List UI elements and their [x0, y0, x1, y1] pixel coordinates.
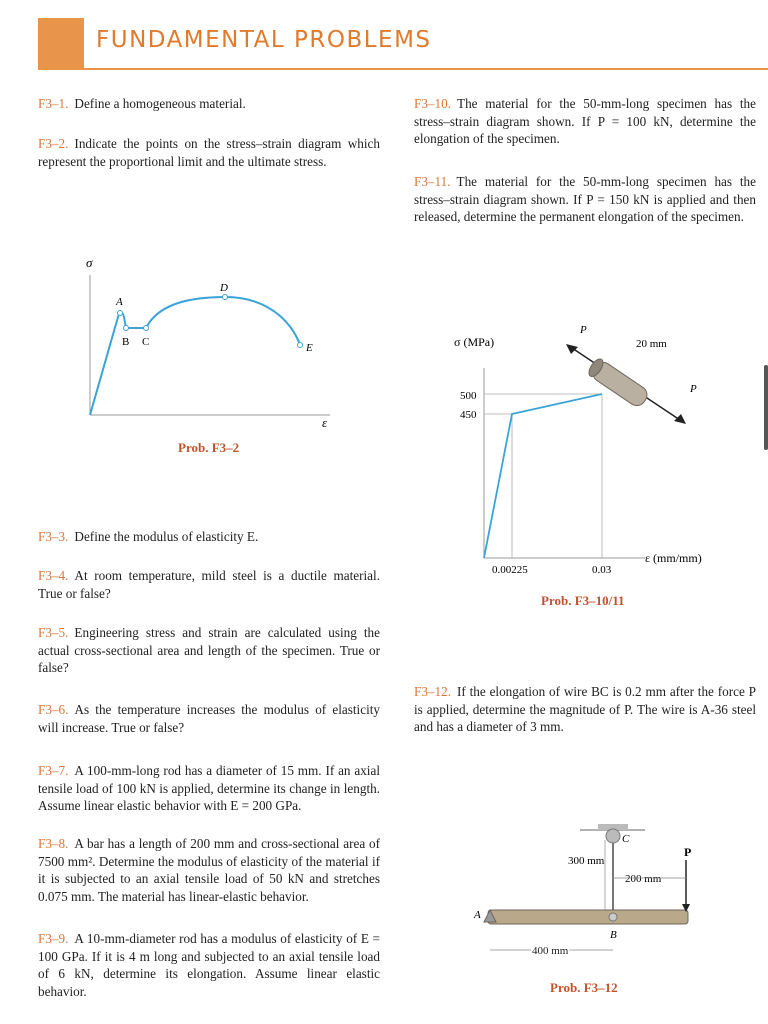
lever-wire-figure-f3-12: [470, 810, 720, 975]
label-a: A: [474, 909, 481, 921]
chart-y-label: σ (MPa): [454, 335, 495, 349]
problem-text: A 10-mm-diameter rod has a modulus of elasticity of E = 100 GPa. If it is 4 m long and subjected to an axial tensile load of 6 kN, determine its elongation. Assume linear elastic behavior.: [38, 931, 380, 999]
axis-x-label: ε: [322, 415, 328, 430]
problem-number: F3–4.: [38, 568, 69, 583]
point-b-label: B: [122, 336, 130, 348]
problem-number: F3–3.: [38, 529, 69, 544]
point-d-label: D: [220, 282, 228, 294]
problem-text: The material for the 50-mm-long specimen has the stress–strain diagram shown. If P = 100 kN, determine the elongation of the specimen.: [414, 96, 756, 146]
problem-text: Engineering stress and strain are calculated using the actual cross-sectional area and length of the specimen. True or false?: [38, 625, 380, 675]
pin-c: [606, 829, 620, 843]
stress-strain-diagram-f3-2: [60, 245, 360, 430]
lever-bar: [488, 910, 688, 924]
problem-number: F3–9.: [38, 931, 69, 946]
scrollbar[interactable]: [764, 365, 768, 450]
problem-text: Define the modulus of elasticity E.: [74, 529, 259, 544]
problem-f3-12: [414, 683, 756, 736]
specimen-diameter-label: 20 mm: [636, 338, 667, 350]
problem-f3-4: [38, 567, 380, 602]
problem-f3-8: [38, 835, 380, 905]
problem-number: F3–2.: [38, 136, 69, 151]
pin-b: [609, 913, 617, 921]
chart-x-label: ε (mm/mm): [645, 551, 702, 565]
dim-wire-label: 300 mm: [568, 855, 605, 867]
problem-text: If the elongation of wire BC is 0.2 mm after the force P is applied, determine the magnitude of P. The wire is A-36 steel and has a diameter of 3 mm.: [414, 684, 756, 734]
label-p: P: [684, 845, 692, 859]
problem-f3-5: [38, 624, 380, 677]
problem-number: F3–1.: [38, 96, 69, 111]
point-b-marker: [124, 326, 129, 331]
problem-text: Indicate the points on the stress–strain diagram which represent the proportional limit and the ultimate stress.: [38, 136, 380, 169]
figure-caption-f3-2: Prob. F3–2: [178, 440, 240, 455]
problem-number: F3–8.: [38, 836, 69, 851]
stress-strain-chart-f3-10: [440, 318, 740, 583]
specimen-drawing: [566, 324, 697, 424]
problem-text: A bar has a length of 200 mm and cross-sectional area of 7500 mm². Determine the modulus of elasticity of the material if it is subjected to an axial tensile load of 50 kN and stretches 0.075 mm. The material has linear-elastic behavior.: [38, 836, 380, 904]
problem-f3-11: [414, 173, 756, 226]
x-tick-00225: 0.00225: [492, 564, 528, 576]
problem-number: F3–11.: [414, 174, 451, 189]
y-tick-450: 450: [460, 409, 477, 421]
header-accent-tab: [38, 18, 84, 70]
force-label-bottom: P: [690, 383, 697, 395]
problem-f3-10: [414, 95, 756, 148]
problem-text: Define a homogeneous material.: [74, 96, 246, 111]
problem-f3-1: [38, 95, 380, 113]
problem-text: At room temperature, mild steel is a ductile material. True or false?: [38, 568, 380, 601]
page-title: FUNDAMENTAL PROBLEMS: [96, 27, 432, 53]
problem-number: F3–7.: [38, 763, 69, 778]
point-e-marker: [298, 343, 303, 348]
label-c: C: [622, 833, 630, 845]
axis-y-label: σ: [86, 255, 93, 270]
x-tick-003: 0.03: [592, 564, 612, 576]
point-e-label: E: [306, 342, 313, 354]
problem-f3-2: [38, 135, 380, 170]
label-b: B: [610, 929, 617, 941]
point-c-marker: [144, 326, 149, 331]
problem-text: The material for the 50-mm-long specimen has the stress–strain diagram shown. If P = 150 kN is applied and then released, determine the permanent elongation of the specimen.: [414, 174, 756, 224]
y-tick-500: 500: [460, 390, 477, 402]
problem-f3-7: [38, 762, 380, 815]
figure-caption-f3-10: Prob. F3–10/11: [541, 593, 625, 608]
problem-number: F3–10.: [414, 96, 452, 111]
problem-text: A 100-mm-long rod has a diameter of 15 mm. If an axial tensile load of 100 kN is applied, determine its change in length. Assume linear elastic behavior with E = 200 GPa.: [38, 763, 380, 813]
chart-series-line: [484, 394, 602, 558]
dim-offset-label: 200 mm: [625, 873, 662, 885]
header-bar: [0, 0, 768, 72]
problem-f3-3: [38, 528, 380, 546]
point-a-label: A: [116, 296, 123, 308]
figure-caption-f3-12: Prob. F3–12: [550, 980, 618, 995]
point-c-label: C: [142, 336, 150, 348]
problem-number: F3–5.: [38, 625, 69, 640]
point-a-marker: [118, 311, 123, 316]
problem-number: F3–12.: [414, 684, 452, 699]
force-label-top: P: [580, 324, 587, 336]
problem-text: As the temperature increases the modulus of elasticity will increase. True or false?: [38, 702, 380, 735]
dim-span-label: 400 mm: [532, 945, 569, 957]
header-rule: [84, 68, 768, 70]
problem-number: F3–6.: [38, 702, 69, 717]
point-d-marker: [223, 295, 228, 300]
problem-f3-9: [38, 930, 380, 1000]
problem-f3-6: [38, 701, 380, 736]
